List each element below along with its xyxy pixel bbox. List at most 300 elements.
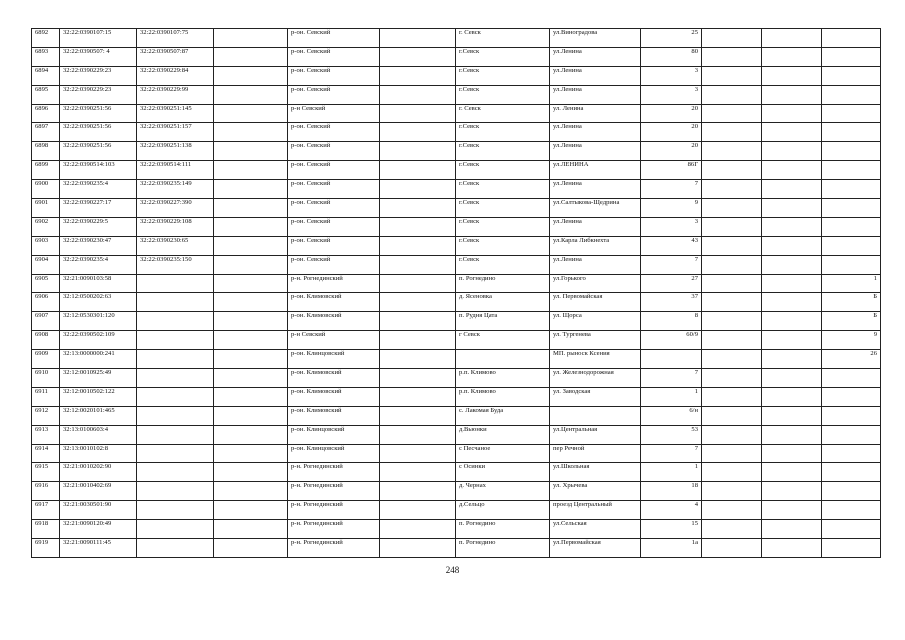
cadastral-number-cell: 32:21:0010202:90 <box>60 463 137 482</box>
empty-cell <box>214 85 288 104</box>
table-row <box>32 236 881 255</box>
cadastral-number-cell: 32:21:0090103:58 <box>60 274 137 293</box>
house-number-cell: 7 <box>641 180 702 199</box>
empty-cell <box>380 293 456 312</box>
extra-cell <box>822 539 881 558</box>
settlement-cell: г.Севск <box>456 47 550 66</box>
district-cell: р-н. Рогнединский <box>288 501 380 520</box>
row-number: 6915 <box>32 463 60 482</box>
street-cell: ул.Салтыкова-Щедрина <box>550 199 641 218</box>
empty-cell <box>702 463 762 482</box>
empty-cell <box>762 501 822 520</box>
cadastral-number-cell: 32:12:0530301:120 <box>60 312 137 331</box>
empty-cell <box>214 236 288 255</box>
table-body <box>32 29 881 558</box>
empty-cell <box>702 293 762 312</box>
district-cell: р-он. Севский <box>288 29 380 48</box>
row-number: 6899 <box>32 161 60 180</box>
empty-cell <box>380 255 456 274</box>
settlement-cell: г.Севск <box>456 217 550 236</box>
table-row <box>32 406 881 425</box>
street-cell: ул.Ленина <box>550 180 641 199</box>
row-number: 6913 <box>32 425 60 444</box>
object-cadastral-number-cell: 32:22:0390514:111 <box>137 161 214 180</box>
extra-cell <box>822 199 881 218</box>
district-cell: р-он. Клинцовский <box>288 425 380 444</box>
street-cell: ул.Ленина <box>550 85 641 104</box>
empty-cell <box>214 123 288 142</box>
empty-cell <box>702 142 762 161</box>
empty-cell <box>214 425 288 444</box>
house-number-cell: 1 <box>641 387 702 406</box>
row-number: 6895 <box>32 85 60 104</box>
row-number: 6906 <box>32 293 60 312</box>
district-cell: р-он. Севский <box>288 180 380 199</box>
district-cell: р-он. Севский <box>288 236 380 255</box>
empty-cell <box>380 104 456 123</box>
row-number: 6918 <box>32 520 60 539</box>
district-cell: р-он. Климовский <box>288 369 380 388</box>
extra-cell: 1 <box>822 274 881 293</box>
empty-cell <box>702 66 762 85</box>
house-number-cell: 27 <box>641 274 702 293</box>
extra-cell <box>822 463 881 482</box>
table-row <box>32 539 881 558</box>
district-cell: р-он. Клинцовский <box>288 350 380 369</box>
empty-cell <box>702 199 762 218</box>
settlement-cell: п. Рогнедино <box>456 274 550 293</box>
row-number: 6893 <box>32 47 60 66</box>
cadastral-number-cell: 32:22:0390235:4 <box>60 180 137 199</box>
street-cell: ул.ЛЕНИНА <box>550 161 641 180</box>
empty-cell <box>702 255 762 274</box>
settlement-cell: г.Севск <box>456 85 550 104</box>
empty-cell <box>214 501 288 520</box>
empty-cell <box>214 161 288 180</box>
district-cell: р-н. Рогнединский <box>288 539 380 558</box>
settlement-cell: г.Севск <box>456 66 550 85</box>
empty-cell <box>762 161 822 180</box>
extra-cell: Б <box>822 312 881 331</box>
empty-cell <box>214 199 288 218</box>
empty-cell <box>214 274 288 293</box>
settlement-cell: р.п. Климово <box>456 387 550 406</box>
house-number-cell: 20 <box>641 104 702 123</box>
settlement-cell: д.Сельцо <box>456 501 550 520</box>
empty-cell <box>762 350 822 369</box>
table-row <box>32 274 881 293</box>
empty-cell <box>762 274 822 293</box>
empty-cell <box>702 217 762 236</box>
cadastral-number-cell: 32:13:0100603:4 <box>60 425 137 444</box>
empty-cell <box>380 331 456 350</box>
empty-cell <box>762 482 822 501</box>
house-number-cell: 1а <box>641 539 702 558</box>
page-number: 248 <box>445 565 460 575</box>
empty-cell <box>702 425 762 444</box>
empty-cell <box>214 520 288 539</box>
table-row <box>32 444 881 463</box>
empty-cell <box>762 85 822 104</box>
object-cadastral-number-cell: 32:22:0390507:87 <box>137 47 214 66</box>
empty-cell <box>214 539 288 558</box>
extra-cell <box>822 161 881 180</box>
house-number-cell: 3 <box>641 85 702 104</box>
empty-cell <box>702 236 762 255</box>
street-cell: ул.Ленина <box>550 66 641 85</box>
object-cadastral-number-cell: 32:22:0390229:84 <box>137 66 214 85</box>
district-cell: р-н Севский <box>288 331 380 350</box>
object-cadastral-number-cell: 32:22:0390235:150 <box>137 255 214 274</box>
cadastral-number-cell: 32:22:0390229:5 <box>60 217 137 236</box>
empty-cell <box>762 66 822 85</box>
street-cell: ул.Ленина <box>550 47 641 66</box>
street-cell: МП. рыноск Ксения <box>550 350 641 369</box>
object-cadastral-number-cell <box>137 444 214 463</box>
extra-cell <box>822 123 881 142</box>
empty-cell <box>702 331 762 350</box>
empty-cell <box>762 47 822 66</box>
extra-cell <box>822 104 881 123</box>
object-cadastral-number-cell <box>137 387 214 406</box>
table-row <box>32 255 881 274</box>
table-row <box>32 217 881 236</box>
empty-cell <box>380 199 456 218</box>
empty-cell <box>702 274 762 293</box>
cadastral-number-cell: 32:22:0390229:23 <box>60 85 137 104</box>
object-cadastral-number-cell: 32:22:0390251:138 <box>137 142 214 161</box>
extra-cell <box>822 501 881 520</box>
cadastral-number-cell: 32:22:0390514:103 <box>60 161 137 180</box>
cadastral-number-cell: 32:22:0390251:56 <box>60 142 137 161</box>
empty-cell <box>702 161 762 180</box>
house-number-cell: 3 <box>641 217 702 236</box>
empty-cell <box>702 350 762 369</box>
house-number-cell: 37 <box>641 293 702 312</box>
empty-cell <box>702 104 762 123</box>
empty-cell <box>762 369 822 388</box>
empty-cell <box>380 66 456 85</box>
row-number: 6907 <box>32 312 60 331</box>
empty-cell <box>214 104 288 123</box>
street-cell: ул.Горького <box>550 274 641 293</box>
house-number-cell: 60/9 <box>641 331 702 350</box>
object-cadastral-number-cell <box>137 406 214 425</box>
empty-cell <box>762 406 822 425</box>
table-row <box>32 350 881 369</box>
empty-cell <box>214 331 288 350</box>
empty-cell <box>762 387 822 406</box>
table-row <box>32 180 881 199</box>
settlement-cell: с. Лакомая Буда <box>456 406 550 425</box>
extra-cell: 9 <box>822 331 881 350</box>
empty-cell <box>380 47 456 66</box>
street-cell: ул.Первомайская <box>550 539 641 558</box>
object-cadastral-number-cell <box>137 501 214 520</box>
district-cell: р-он. Севский <box>288 161 380 180</box>
extra-cell <box>822 29 881 48</box>
district-cell: р-н. Рогнединский <box>288 482 380 501</box>
settlement-cell: д.Вьюнки <box>456 425 550 444</box>
row-number: 6911 <box>32 387 60 406</box>
empty-cell <box>762 293 822 312</box>
empty-cell <box>214 180 288 199</box>
district-cell: р-он. Севский <box>288 217 380 236</box>
settlement-cell: г.Севск <box>456 236 550 255</box>
table-row <box>32 161 881 180</box>
empty-cell <box>762 217 822 236</box>
settlement-cell: г. Севск <box>456 104 550 123</box>
empty-cell <box>702 369 762 388</box>
empty-cell <box>380 520 456 539</box>
extra-cell <box>822 255 881 274</box>
street-cell: проезд Центральный <box>550 501 641 520</box>
empty-cell <box>380 312 456 331</box>
empty-cell <box>380 539 456 558</box>
empty-cell <box>214 293 288 312</box>
empty-cell <box>702 539 762 558</box>
table-row <box>32 47 881 66</box>
empty-cell <box>702 47 762 66</box>
object-cadastral-number-cell <box>137 520 214 539</box>
house-number-cell: 6/н <box>641 406 702 425</box>
row-number: 6901 <box>32 199 60 218</box>
table-row <box>32 369 881 388</box>
table-row <box>32 142 881 161</box>
empty-cell <box>380 425 456 444</box>
street-cell: ул.Виноградова <box>550 29 641 48</box>
empty-cell <box>380 236 456 255</box>
extra-cell <box>822 482 881 501</box>
extra-cell <box>822 236 881 255</box>
house-number-cell: 7 <box>641 369 702 388</box>
object-cadastral-number-cell <box>137 425 214 444</box>
object-cadastral-number-cell: 32:22:0390235:149 <box>137 180 214 199</box>
extra-cell: Б <box>822 293 881 312</box>
house-number-cell: 20 <box>641 142 702 161</box>
settlement-cell: д. Ясеновка <box>456 293 550 312</box>
district-cell: р-н Севский <box>288 104 380 123</box>
house-number-cell: 43 <box>641 236 702 255</box>
row-number: 6898 <box>32 142 60 161</box>
row-number: 6917 <box>32 501 60 520</box>
empty-cell <box>214 142 288 161</box>
cadastral-number-cell: 32:22:0390107:15 <box>60 29 137 48</box>
row-number: 6904 <box>32 255 60 274</box>
street-cell: ул.Ленина <box>550 142 641 161</box>
district-cell: р-он. Климовский <box>288 312 380 331</box>
extra-cell <box>822 520 881 539</box>
house-number-cell: 86Г <box>641 161 702 180</box>
extra-cell <box>822 180 881 199</box>
empty-cell <box>380 350 456 369</box>
empty-cell <box>214 47 288 66</box>
street-cell: ул. Первомайская <box>550 293 641 312</box>
empty-cell <box>380 85 456 104</box>
empty-cell <box>762 331 822 350</box>
settlement-cell: г.Севск <box>456 161 550 180</box>
empty-cell <box>380 123 456 142</box>
cadastral-number-cell: 32:12:0500202:63 <box>60 293 137 312</box>
object-cadastral-number-cell <box>137 331 214 350</box>
empty-cell <box>214 66 288 85</box>
row-number: 6909 <box>32 350 60 369</box>
street-cell: ул.Ленина <box>550 123 641 142</box>
extra-cell <box>822 66 881 85</box>
empty-cell <box>762 29 822 48</box>
settlement-cell: г.Севск <box>456 180 550 199</box>
empty-cell <box>380 406 456 425</box>
empty-cell <box>762 444 822 463</box>
object-cadastral-number-cell <box>137 312 214 331</box>
settlement-cell: р.п. Климово <box>456 369 550 388</box>
empty-cell <box>214 312 288 331</box>
cadastral-number-cell: 32:22:0390235:4 <box>60 255 137 274</box>
row-number: 6896 <box>32 104 60 123</box>
settlement-cell: г.Севск <box>456 142 550 161</box>
empty-cell <box>702 387 762 406</box>
extra-cell <box>822 369 881 388</box>
object-cadastral-number-cell: 32:22:0390229:99 <box>137 85 214 104</box>
empty-cell <box>762 142 822 161</box>
house-number-cell: 4 <box>641 501 702 520</box>
empty-cell <box>762 539 822 558</box>
house-number-cell: 7 <box>641 255 702 274</box>
house-number-cell: 25 <box>641 29 702 48</box>
street-cell: ул.Центральная <box>550 425 641 444</box>
district-cell: р-он. Севский <box>288 85 380 104</box>
settlement-cell: с Песчаное <box>456 444 550 463</box>
table-row <box>32 123 881 142</box>
extra-cell <box>822 387 881 406</box>
settlement-cell: г.Севск <box>456 123 550 142</box>
object-cadastral-number-cell <box>137 350 214 369</box>
cadastral-number-cell: 32:22:0390251:56 <box>60 123 137 142</box>
table-row <box>32 29 881 48</box>
empty-cell <box>702 29 762 48</box>
cadastral-number-cell: 32:13:0010102:8 <box>60 444 137 463</box>
street-cell: ул. Щорса <box>550 312 641 331</box>
row-number: 6903 <box>32 236 60 255</box>
district-cell: р-он. Климовский <box>288 293 380 312</box>
empty-cell <box>702 520 762 539</box>
district-cell: р-н. Рогнединский <box>288 274 380 293</box>
row-number: 6892 <box>32 29 60 48</box>
district-cell: р-он. Клинцовский <box>288 444 380 463</box>
cadastral-number-cell: 32:22:0390507: 4 <box>60 47 137 66</box>
district-cell: р-он. Севский <box>288 66 380 85</box>
extra-cell: 26 <box>822 350 881 369</box>
row-number: 6912 <box>32 406 60 425</box>
cadastral-number-cell: 32:22:0390227:17 <box>60 199 137 218</box>
object-cadastral-number-cell: 32:22:0390107:75 <box>137 29 214 48</box>
street-cell <box>550 406 641 425</box>
cadastral-number-cell: 32:21:0090111:45 <box>60 539 137 558</box>
empty-cell <box>214 255 288 274</box>
row-number: 6897 <box>32 123 60 142</box>
empty-cell <box>380 180 456 199</box>
house-number-cell: 3 <box>641 66 702 85</box>
object-cadastral-number-cell <box>137 369 214 388</box>
row-number: 6914 <box>32 444 60 463</box>
registry-table <box>31 28 881 558</box>
cadastral-number-cell: 32:22:0390502:109 <box>60 331 137 350</box>
empty-cell <box>214 369 288 388</box>
empty-cell <box>702 180 762 199</box>
table-row <box>32 425 881 444</box>
district-cell: р-он. Севский <box>288 142 380 161</box>
empty-cell <box>702 482 762 501</box>
empty-cell <box>380 482 456 501</box>
extra-cell <box>822 142 881 161</box>
house-number-cell: 80 <box>641 47 702 66</box>
settlement-cell: п. Рудня Цата <box>456 312 550 331</box>
house-number-cell: 18 <box>641 482 702 501</box>
empty-cell <box>702 501 762 520</box>
table-row <box>32 199 881 218</box>
empty-cell <box>380 142 456 161</box>
empty-cell <box>380 217 456 236</box>
extra-cell <box>822 406 881 425</box>
street-cell: ул.Карла Либкнехта <box>550 236 641 255</box>
street-cell: ул.Сельская <box>550 520 641 539</box>
house-number-cell: 1 <box>641 463 702 482</box>
house-number-cell: 9 <box>641 199 702 218</box>
street-cell: ул. Железнодорожная <box>550 369 641 388</box>
cadastral-number-cell: 32:21:0090120:49 <box>60 520 137 539</box>
street-cell: ул.Ленина <box>550 255 641 274</box>
row-number: 6894 <box>32 66 60 85</box>
empty-cell <box>214 482 288 501</box>
empty-cell <box>762 104 822 123</box>
table-row <box>32 387 881 406</box>
table-row <box>32 331 881 350</box>
row-number: 6908 <box>32 331 60 350</box>
cadastral-number-cell: 32:12:0010925:49 <box>60 369 137 388</box>
extra-cell <box>822 47 881 66</box>
row-number: 6916 <box>32 482 60 501</box>
empty-cell <box>762 180 822 199</box>
district-cell: р-он. Севский <box>288 199 380 218</box>
object-cadastral-number-cell <box>137 274 214 293</box>
empty-cell <box>380 463 456 482</box>
street-cell: ул. Тургенева <box>550 331 641 350</box>
table-row <box>32 501 881 520</box>
empty-cell <box>702 85 762 104</box>
object-cadastral-number-cell: 32:22:0390229:108 <box>137 217 214 236</box>
house-number-cell: 20 <box>641 123 702 142</box>
settlement-cell <box>456 350 550 369</box>
district-cell: р-н. Рогнединский <box>288 520 380 539</box>
empty-cell <box>214 463 288 482</box>
cadastral-number-cell: 32:21:0010402:69 <box>60 482 137 501</box>
district-cell: р-он. Климовский <box>288 406 380 425</box>
object-cadastral-number-cell: 32:22:0390227:390 <box>137 199 214 218</box>
empty-cell <box>214 350 288 369</box>
cadastral-number-cell: 32:22:0390229:23 <box>60 66 137 85</box>
district-cell: р-он. Севский <box>288 47 380 66</box>
empty-cell <box>380 274 456 293</box>
extra-cell <box>822 444 881 463</box>
empty-cell <box>214 387 288 406</box>
house-number-cell: 8 <box>641 312 702 331</box>
object-cadastral-number-cell: 32:22:0390230:65 <box>137 236 214 255</box>
table-row <box>32 85 881 104</box>
table-row <box>32 463 881 482</box>
district-cell: р-он. Севский <box>288 123 380 142</box>
object-cadastral-number-cell <box>137 293 214 312</box>
empty-cell <box>762 236 822 255</box>
